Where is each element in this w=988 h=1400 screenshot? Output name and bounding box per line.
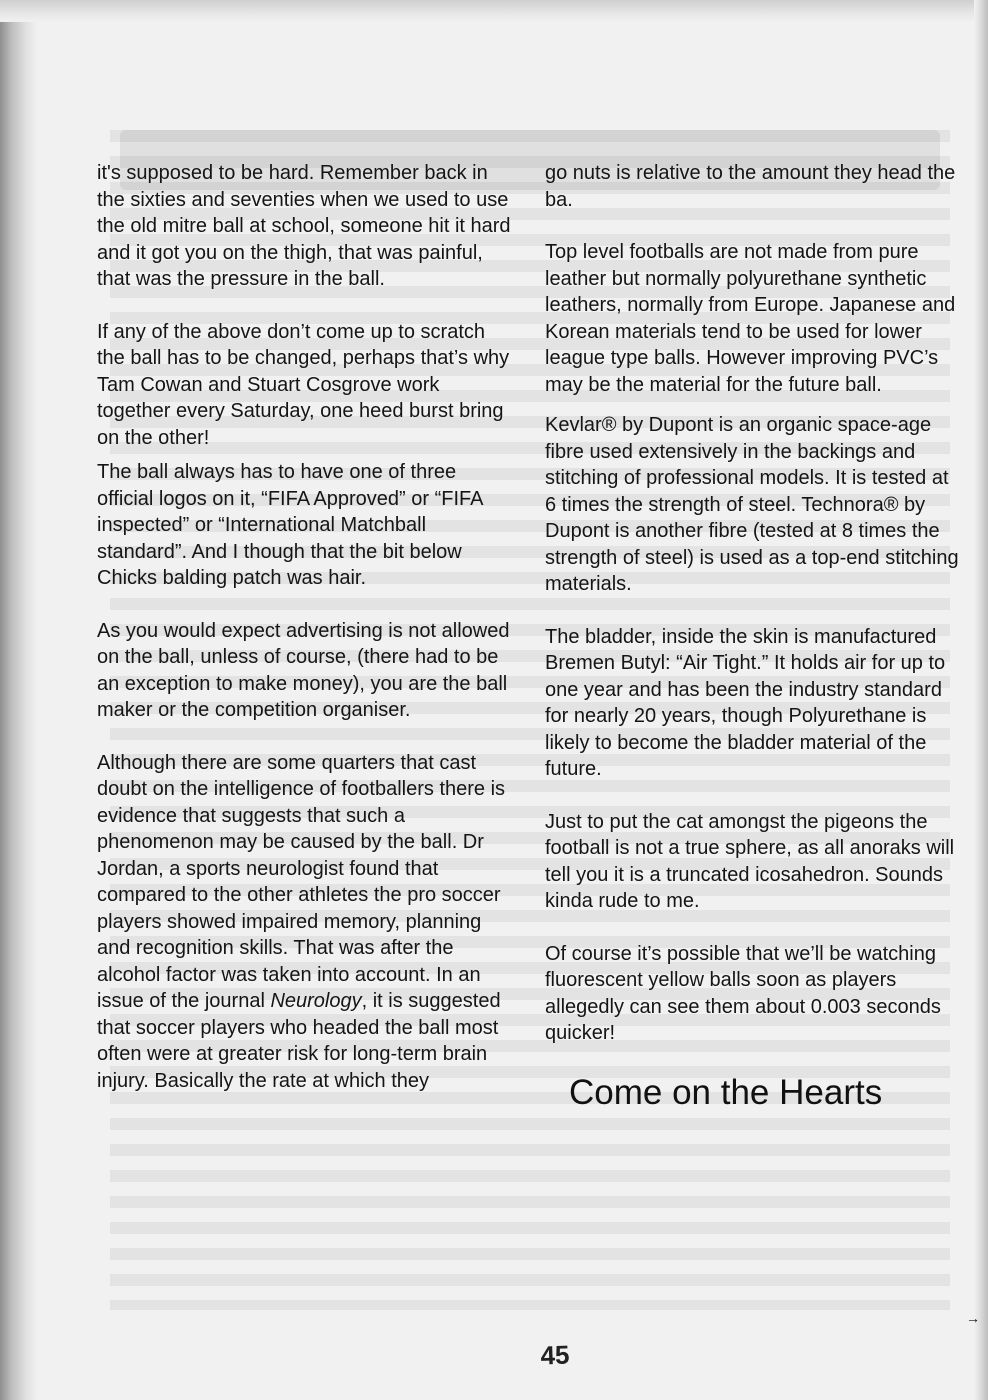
left-column [97,160,517,1120]
closing-slogan: Come on the Hearts [569,1072,883,1112]
paragraph-go-nuts: go nuts is relative to the amount they head the ba. [545,162,956,211]
paragraph-intelligence [97,750,517,1095]
paragraph-advertising: As you would expect advertising is not allowed on the ball, unless of course, (there had to be an exception to make money), you are the ball maker or the competition organiser. [97,619,510,721]
paragraph-kevlar: Kevlar® by Dupont is an organic space-age fibre used extensively in the backings and stitching of professional models. It is tested at 6 times the strength of steel. Technora® by Dupont is another fibre (tested at 8 times the strength of steel) is used as a top-end stitching materials. [545,414,959,595]
arrow-mark-icon: → [966,1310,980,1326]
paragraph-official-logos: The ball always has to have one of three official logos on it, “FIFA Approved” or “FIFA inspected” or “International Matchball standard”. And I though that the bit below Chicks balding patch was hair. [97,461,483,589]
paragraph-sphere: Just to put the cat amongst the pigeons the football is not a true sphere, as all anoraks will tell you it is a truncated icosahedron. Sounds kinda rude to me. [545,810,955,912]
right-column [545,160,965,1113]
paragraph-mitre-ball: it's supposed to be hard. Remember back in the sixties and seventies when we used to use the old mitre ball at school, someone hit it hard and it got you on the thigh, that was painful, that was the pressure in the ball. [97,162,511,290]
paragraph-fluorescent: Of course it’s possible that we’ll be watching fluorescent yellow balls soon as players allegedly can see them about 0.003 seconds quicker! [545,942,941,1044]
paragraph-bladder: The bladder, inside the skin is manufactured Bremen Butyl: “Air Tight.” It holds air for up to one year and has been the industry standard for nearly 20 years, though Polyurethane is likely to become the bladder material of the future. [545,625,946,780]
journal-title: Neurology [270,990,362,1012]
paragraph-materials: Top level footballs are not made from pure leather but normally polyurethane synthetic leathers, normally from Europe. Japanese and Korean materials tend to be used for lower league type balls. However improving PVC’s may be the material for the future ball. [545,241,956,396]
page-top-edge [0,0,988,22]
paragraph-ball-changed: If any of the above don’t come up to scratch the ball has to be changed, perhaps that’s why Tam Cowan and Stuart Cosgrove work together every Saturday, one heed burst bring on the other! [97,320,510,449]
page-number: 45 [539,1339,570,1371]
intelligence-text-continued: , it is suggested that soccer players who headed the ball most often were at greater risk for long-term brain injury. Basically the rate at which they [97,990,501,1092]
intelligence-text: Although there are some quarters that cast doubt on the intelligence of footballers there is evidence that suggests that such a phenomenon may be caused by the ball. Dr Jordan, a sports neurologist found that compared to the other athletes the pro soccer players showed impaired memory, planning and recognition skills. That was after the alcohol factor was taken into account. In an issue of the journal [97,751,506,1012]
book-spine-shadow [0,0,38,1400]
page-right-edge [974,0,988,1400]
